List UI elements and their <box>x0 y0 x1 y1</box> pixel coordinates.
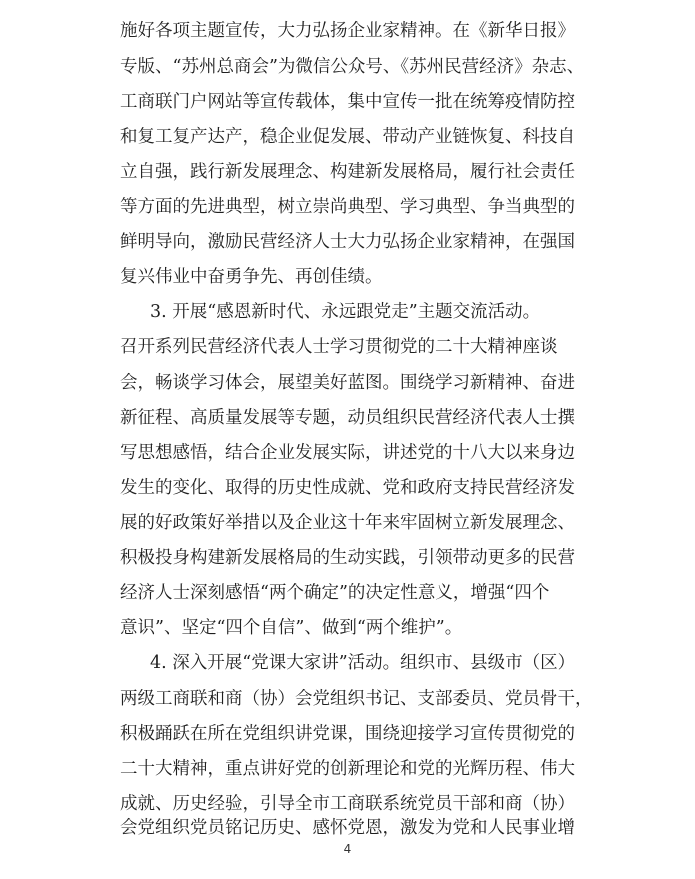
text-line: 成就、历史经验，引导全市工商联系统党员干部和商（协） <box>120 794 575 814</box>
text-line: 发生的变化、取得的历史性成就、党和政府支持民营经济发 <box>120 478 575 498</box>
text-line: 经济人士深刻感悟“两个确定”的决定性意义，增强“四个 <box>120 583 550 603</box>
text-line: 鲜明导向，激励民营经济人士大力弘扬企业家精神，在强国 <box>120 232 575 252</box>
section-heading: 3. 开展“感恩新时代、永远跟党走”主题交流活动。 <box>150 302 541 322</box>
text-line: 积极踊跃在所在党组织讲党课，围绕迎接学习宣传贯彻党的 <box>120 724 575 744</box>
page-number: 4 <box>343 842 352 856</box>
text-line: 召开系列民营经济代表人士学习贯彻党的二十大精神座谈 <box>120 337 558 357</box>
text-line: 新征程、高质量发展等专题，动员组织民营经济代表人士撰 <box>120 408 575 428</box>
text-line: 立自强，践行新发展理念、构建新发展格局，履行社会责任 <box>120 162 575 182</box>
text-line: 积极投身构建新发展格局的生动实践，引领带动更多的民营 <box>120 548 575 568</box>
text-line: 专版、“苏州总商会”为微信公众号、《苏州民营经济》杂志、 <box>120 57 585 77</box>
section-heading: 4. 深入开展“党课大家讲”活动。组织市、县级市（区） <box>150 653 576 673</box>
text-line: 会党组织党员铭记历史、感怀党恩，激发为党和人民事业增 <box>120 818 575 838</box>
text-line: 展的好政策好举措以及企业这十年来牢固树立新发展理念、 <box>120 513 575 533</box>
text-line: 复兴伟业中奋勇争先、再创佳绩。 <box>120 267 383 287</box>
text-line: 写思想感悟，结合企业发展实际，讲述党的十八大以来身边 <box>120 443 575 463</box>
text-line: 施好各项主题宣传，大力弘扬企业家精神。在《新华日报》 <box>120 21 575 41</box>
text-line: 意识”、坚定“四个自信”、做到“两个维护”。 <box>120 618 463 638</box>
text-line: 两级工商联和商（协）会党组织书记、支部委员、党员骨干， <box>120 689 593 709</box>
text-line: 和复工复产达产，稳企业促发展、带动产业链恢复、科技自 <box>120 127 575 147</box>
text-line: 二十大精神，重点讲好党的创新理论和党的光辉历程、伟大 <box>120 759 575 779</box>
text-line: 等方面的先进典型，树立崇尚典型、学习典型、争当典型的 <box>120 197 575 217</box>
text-line: 会，畅谈学习体会，展望美好蓝图。围绕学习新精神、奋进 <box>120 373 575 393</box>
text-line: 工商联门户网站等宣传载体，集中宣传一批在统筹疫情防控 <box>120 92 575 112</box>
